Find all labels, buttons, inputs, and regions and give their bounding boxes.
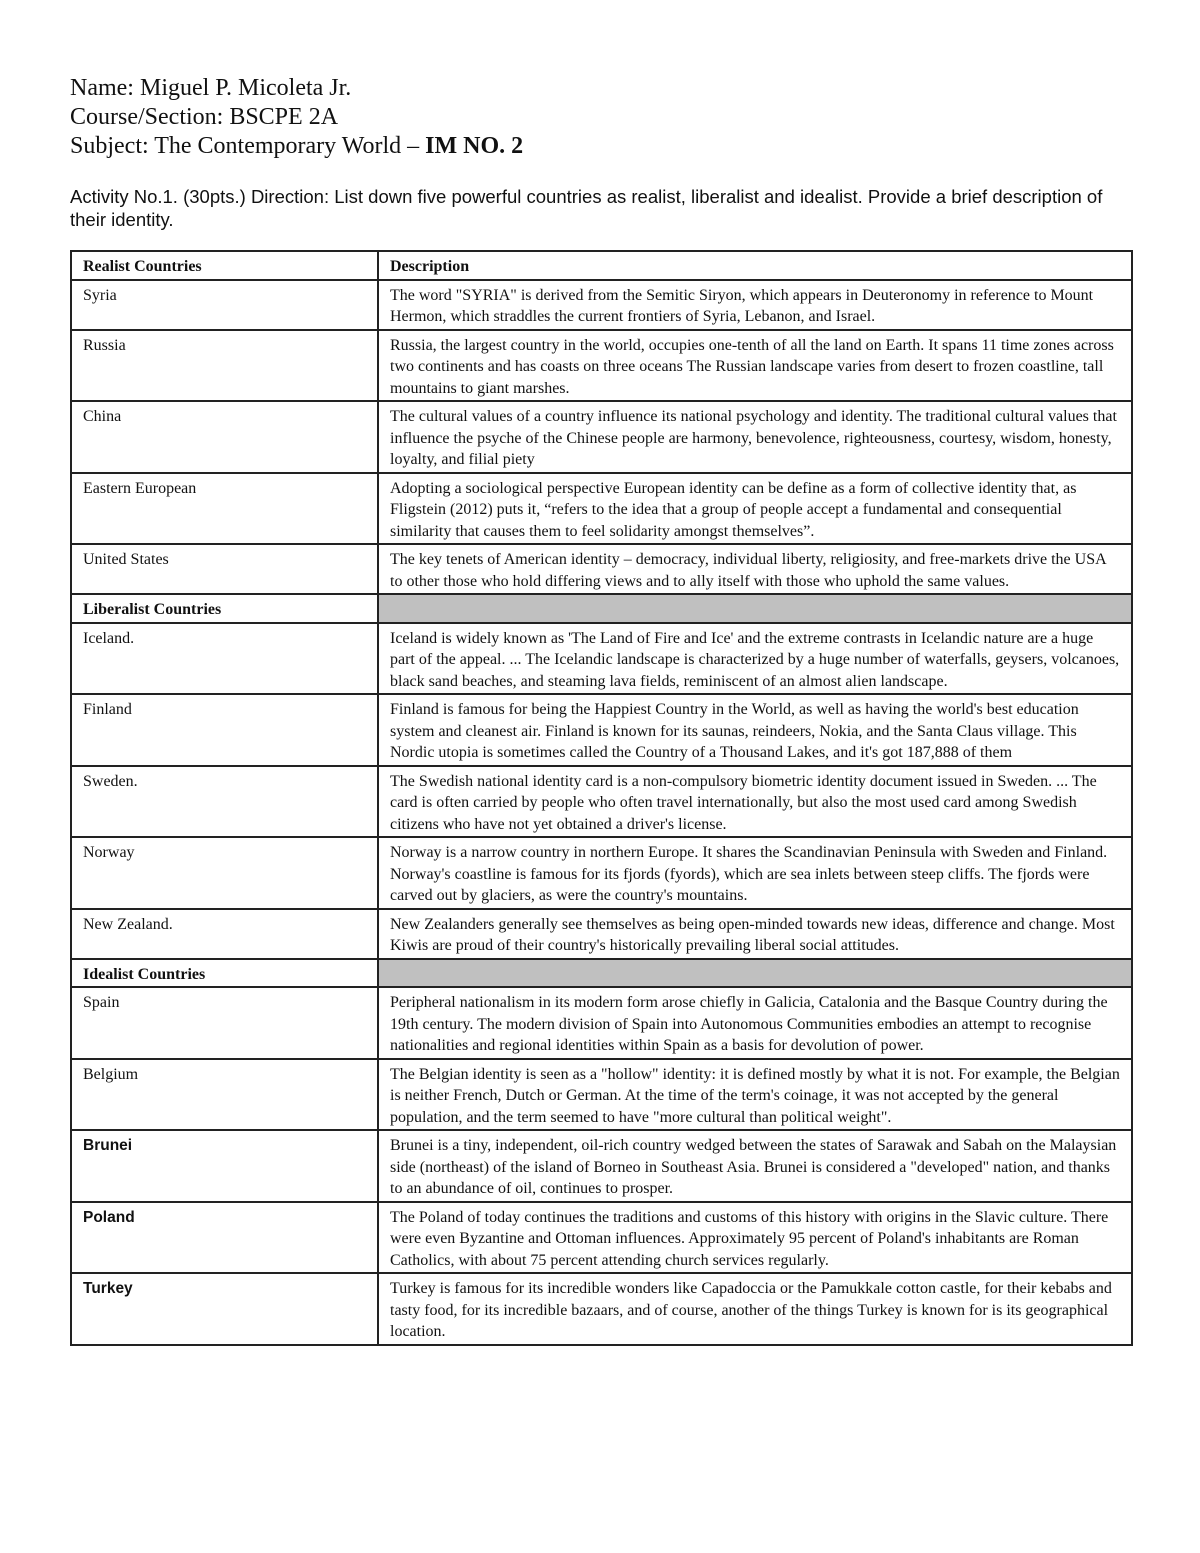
table-row <box>71 544 1132 594</box>
country-cell: Iceland. <box>71 623 378 695</box>
description-cell: New Zealanders generally see themselves as being open-minded towards new ideas, difference and change. Most Kiwis are proud of their country's historically prevailing liberal social attitudes. <box>378 909 1132 959</box>
table-row <box>71 909 1132 959</box>
description-cell: Norway is a narrow country in northern Europe. It shares the Scandinavian Peninsula with Sweden and Finland. Norway's coastline is famous for its fjords (fyords), which are sea inlets between steep cliffs. The fjords were carved out by glaciers, as were the country's mountains. <box>378 837 1132 909</box>
description-cell: The Swedish national identity card is a non-compulsory biometric identity document issued in Sweden. ... The card is often carried by people who often travel internationally, but also the most used card among Swedish citizens who have not yet obtained a driver's license. <box>378 766 1132 838</box>
section-shading <box>378 594 1132 623</box>
description-cell: The key tenets of American identity – democracy, individual liberty, religiosity, and free-markets drive the USA to other those who hold differing views and to ally itself with those who uphold the same values. <box>378 544 1132 594</box>
subject-im-number: IM NO. 2 <box>425 133 524 159</box>
description-cell: The cultural values of a country influence its national psychology and identity. The traditional cultural values that influence the psyche of the Chinese people are harmony, benevolence, righteousness, courtesy, wisdom, honesty, loyalty, and filial piety <box>378 401 1132 473</box>
description-cell: Finland is famous for being the Happiest Country in the World, as well as having the world's best education system and cleanest air. Finland is known for its saunas, reindeers, Nokia, and the Santa Claus village. This Nordic utopia is sometimes called the Country of a Thousand Lakes, and it's got 187,888 of them <box>378 694 1132 766</box>
country-cell: Norway <box>71 837 378 909</box>
realist-countries-heading: Realist Countries <box>71 251 378 280</box>
subject-prefix: Subject: The Contemporary World – <box>70 133 426 159</box>
description-cell: The Belgian identity is seen as a "hollow" identity: it is defined mostly by what it is not. For example, the Belgian is neither French, Dutch or German. At the time of the term's coinage, it was not accepted by the general population, and the term seemed to have "more cultural than political weight". <box>378 1059 1132 1131</box>
description-cell: The word "SYRIA" is derived from the Semitic Siryon, which appears in Deuteronomy in reference to Mount Hermon, which straddles the current frontiers of Syria, Lebanon, and Israel. <box>378 280 1132 330</box>
description-heading: Description <box>378 251 1132 280</box>
country-cell: China <box>71 401 378 473</box>
country-cell: Poland <box>71 1202 378 1274</box>
table-row <box>71 766 1132 838</box>
country-cell: Finland <box>71 694 378 766</box>
idealist-section-row <box>71 959 1132 988</box>
student-name: Name: Miguel P. Micoleta Jr. <box>70 75 352 101</box>
table-row <box>71 694 1132 766</box>
table-row <box>71 1130 1132 1202</box>
country-cell: Turkey <box>71 1273 378 1345</box>
activity-instruction: Activity No.1. (30pts.) Direction: List down five powerful countries as realist, liberalist and idealist. Provide a brief description of their identity. <box>70 186 1103 230</box>
subject-line <box>70 132 523 161</box>
country-cell: Eastern European <box>71 473 378 545</box>
table-header-row <box>71 251 1132 280</box>
description-cell: The Poland of today continues the traditions and customs of this history with origins in the Slavic culture. There were even Byzantine and Ottoman influences. Approximately 95 percent of Poland's inhabitants are Roman Catholics, with about 75 percent attending church services regularly. <box>378 1202 1132 1274</box>
country-cell: New Zealand. <box>71 909 378 959</box>
country-cell: Russia <box>71 330 378 402</box>
table-row <box>71 280 1132 330</box>
liberalist-countries-heading: Liberalist Countries <box>71 594 378 623</box>
description-cell: Adopting a sociological perspective European identity can be define as a form of collective identity that, as Fligstein (2012) puts it, “refers to the idea that a group of people accept a fundamental and consequential similarity that causes them to feel solidarity amongst themselves”. <box>378 473 1132 545</box>
table-row <box>71 1273 1132 1345</box>
description-cell: Russia, the largest country in the world, occupies one-tenth of all the land on Earth. It spans 11 time zones across two continents and has coasts on three oceans The Russian landscape varies from desert to frozen coastline, tall mountains to giant marshes. <box>378 330 1132 402</box>
description-cell: Iceland is widely known as 'The Land of Fire and Ice' and the extreme contrasts in Icelandic nature are a huge part of the appeal. ... The Icelandic landscape is characterized by a huge number of waterfalls, geysers, volcanoes, black sand beaches, and steaming lava fields, reminiscent of an almost alien landscape. <box>378 623 1132 695</box>
table-row <box>71 401 1132 473</box>
description-cell: Turkey is famous for its incredible wonders like Capadoccia or the Pamukkale cotton castle, for their kebabs and tasty food, for its incredible bazaars, and of course, another of the things Turkey is known for is its geographical location. <box>378 1273 1132 1345</box>
table-row <box>71 473 1132 545</box>
country-cell: Brunei <box>71 1130 378 1202</box>
description-cell: Brunei is a tiny, independent, oil-rich country wedged between the states of Sarawak and Sabah on the Malaysian side (northeast) of the island of Borneo in Southeast Asia. Brunei is considered a "developed" nation, and thanks to an abundance of oil, continues to prosper. <box>378 1130 1132 1202</box>
countries-table <box>70 250 1133 1346</box>
description-cell: Peripheral nationalism in its modern form arose chiefly in Galicia, Catalonia and the Basque Country during the 19th century. The modern division of Spain into Autonomous Communities embodies an attempt to recognise nationalities and regional identities within Spain as a basis for devolution of power. <box>378 987 1132 1059</box>
liberalist-section-row <box>71 594 1132 623</box>
country-cell: United States <box>71 544 378 594</box>
table-row <box>71 330 1132 402</box>
country-cell: Spain <box>71 987 378 1059</box>
country-cell: Belgium <box>71 1059 378 1131</box>
document-header <box>70 74 523 161</box>
table-row <box>71 1059 1132 1131</box>
table-row <box>71 1202 1132 1274</box>
table-row <box>71 987 1132 1059</box>
course-section: Course/Section: BSCPE 2A <box>70 104 339 130</box>
table-row <box>71 623 1132 695</box>
table-row <box>71 837 1132 909</box>
idealist-countries-heading: Idealist Countries <box>71 959 378 988</box>
section-shading <box>378 959 1132 988</box>
country-cell: Syria <box>71 280 378 330</box>
country-cell: Sweden. <box>71 766 378 838</box>
